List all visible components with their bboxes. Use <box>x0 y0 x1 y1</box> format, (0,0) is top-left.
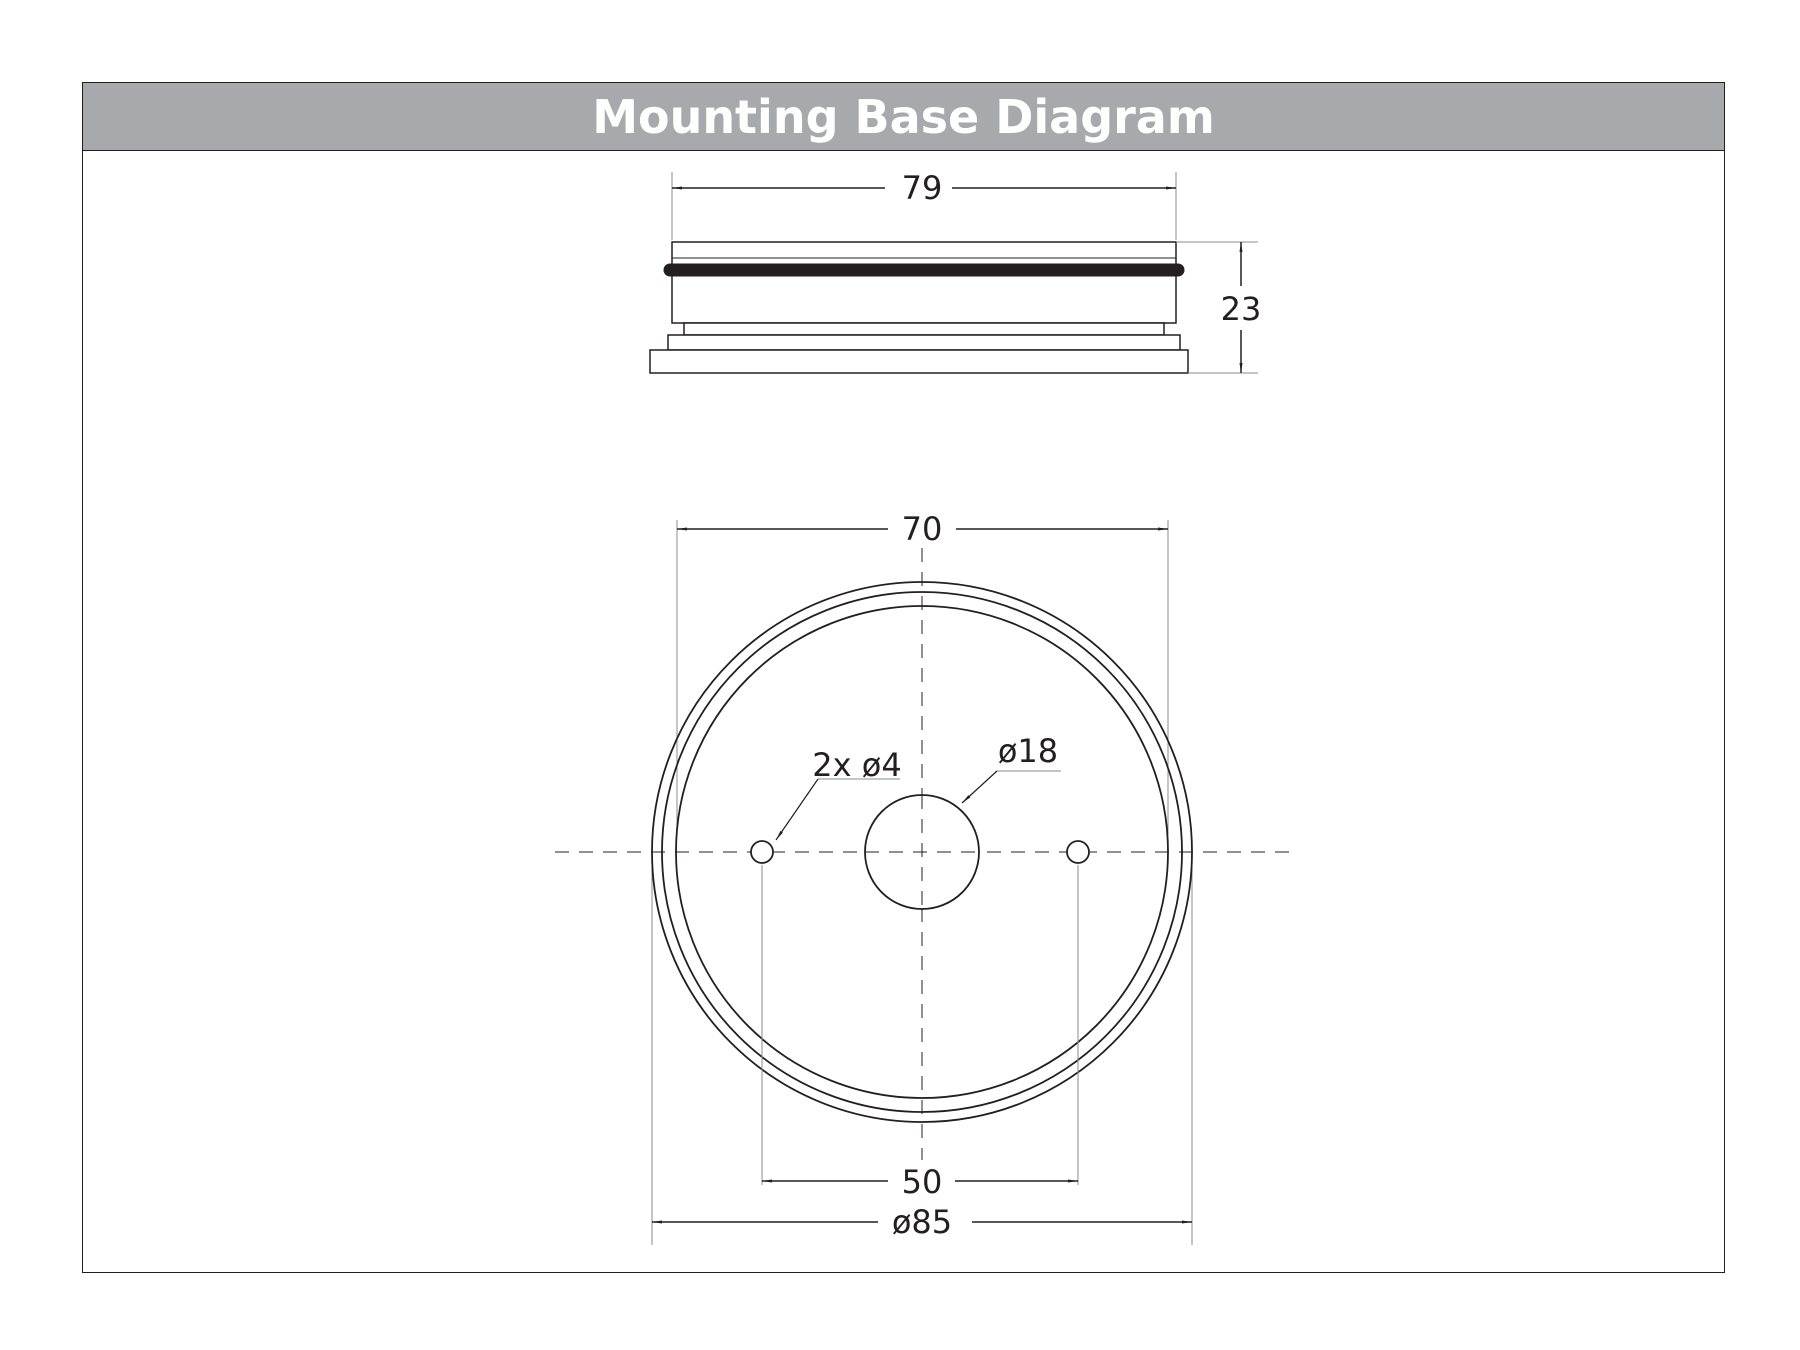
side-neck <box>684 323 1164 335</box>
side-body <box>672 242 1176 323</box>
side-flange <box>650 350 1188 373</box>
outer-diameter-label: ø85 <box>891 1203 953 1241</box>
mount-hole-left <box>751 841 773 863</box>
side-step <box>668 335 1180 350</box>
mount-holes-label: 2x ø4 <box>812 746 902 784</box>
mount-hole-right <box>1067 841 1089 863</box>
side-view <box>650 169 1261 373</box>
side-height-label: 23 <box>1220 290 1262 328</box>
side-width-label: 79 <box>901 169 943 207</box>
mount-hole-leader <box>776 779 818 840</box>
diagram-title: Mounting Base Diagram <box>592 89 1215 144</box>
hole-spacing-label: 50 <box>901 1163 943 1201</box>
center-hole-label: ø18 <box>997 732 1059 770</box>
center-hole-leader <box>962 771 997 803</box>
top-inner-width-label: 70 <box>901 510 943 548</box>
top-view <box>555 510 1290 1245</box>
